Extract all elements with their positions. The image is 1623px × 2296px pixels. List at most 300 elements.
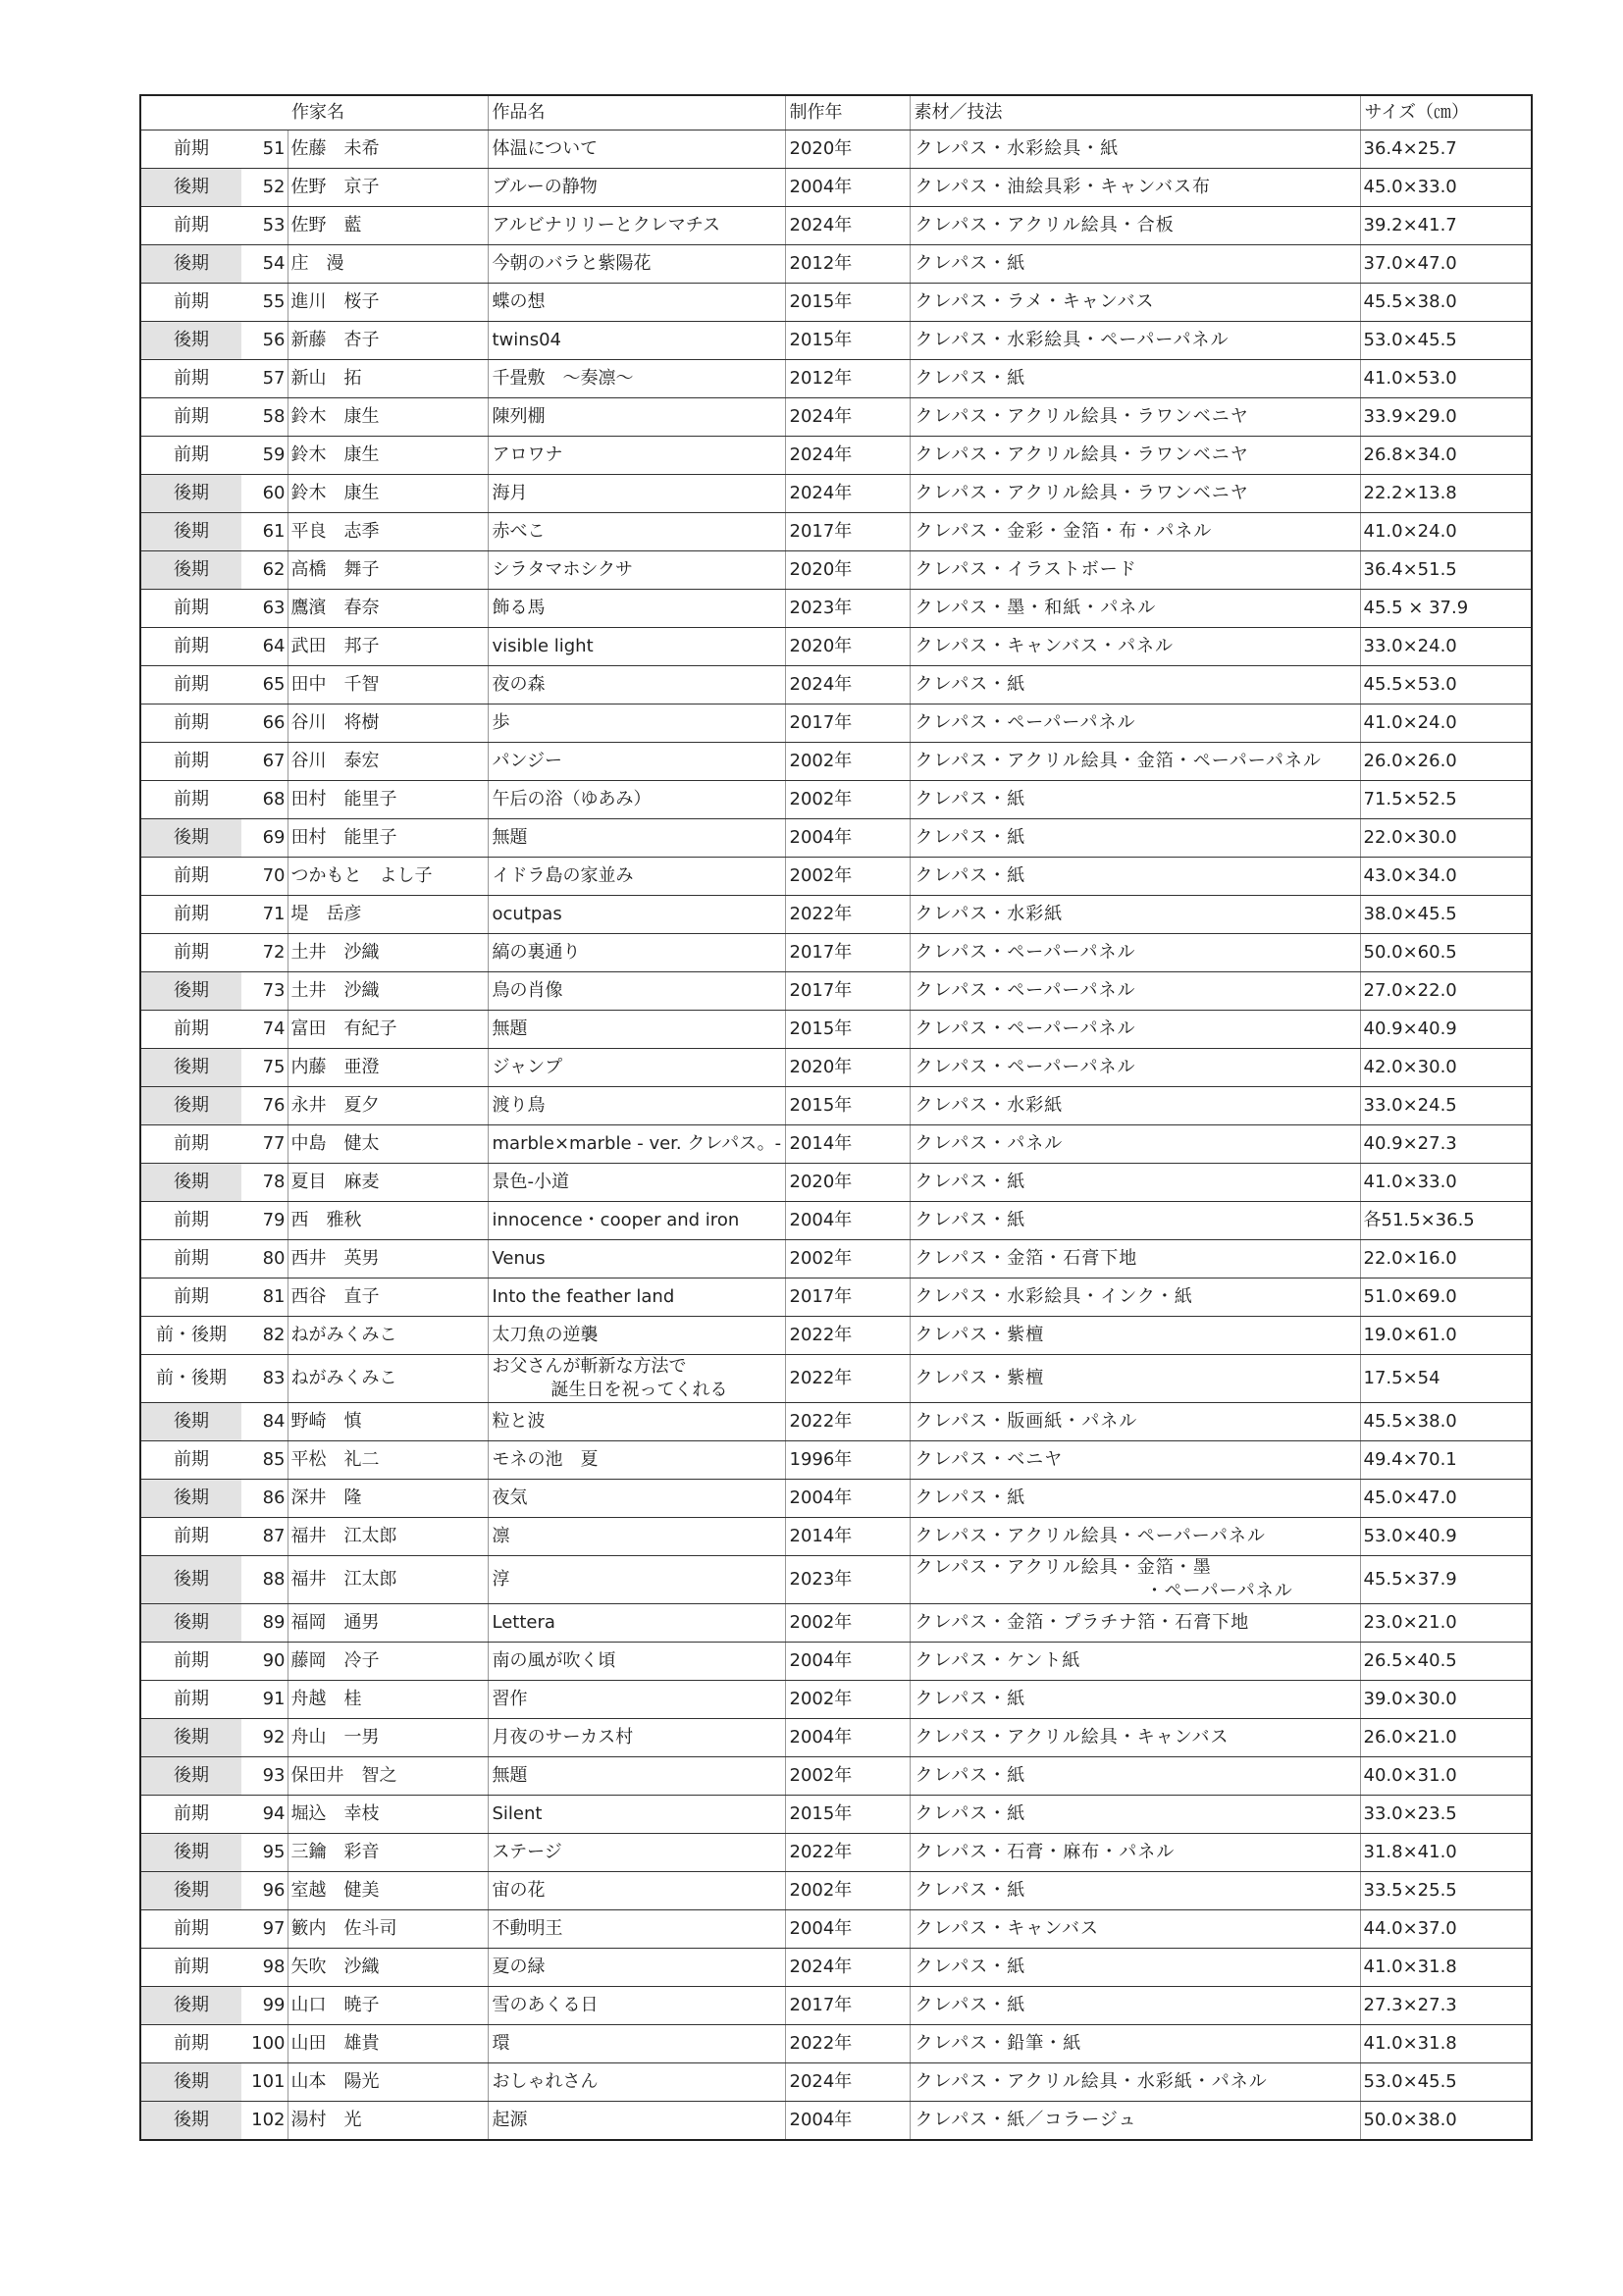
artist-cell: 中島 健太	[288, 1125, 488, 1164]
title-cell: アロワナ	[488, 437, 785, 475]
medium-cell: クレパス・鉛筆・紙	[910, 2025, 1360, 2063]
title-cell: 今朝のバラと紫陽花	[488, 245, 785, 284]
title-cell: パンジー	[488, 743, 785, 781]
period-cell: 前期	[140, 628, 241, 666]
number-cell: 86	[241, 1480, 288, 1518]
header-number	[241, 95, 288, 130]
header-artist: 作家名	[288, 95, 488, 130]
number-cell: 51	[241, 130, 288, 169]
number-cell: 97	[241, 1910, 288, 1949]
year-cell: 2004年	[785, 1643, 910, 1681]
number-cell: 70	[241, 858, 288, 896]
table-row	[140, 1317, 1532, 1355]
period-cell: 後期	[140, 1403, 241, 1441]
medium-cell: クレパス・紙	[910, 1164, 1360, 1202]
year-cell: 2002年	[785, 1872, 910, 1910]
period-cell: 前期	[140, 1796, 241, 1834]
period-cell: 後期	[140, 551, 241, 590]
period-cell: 後期	[140, 1556, 241, 1604]
number-cell: 83	[241, 1355, 288, 1403]
size-cell: 27.3×27.3	[1360, 1987, 1532, 2025]
table-row	[140, 1441, 1532, 1480]
year-cell: 2004年	[785, 2102, 910, 2141]
medium-cell: クレパス・紙	[910, 1796, 1360, 1834]
artist-cell: 新山 拓	[288, 360, 488, 398]
period-cell: 前期	[140, 1125, 241, 1164]
artist-cell: 内藤 亜澄	[288, 1049, 488, 1087]
title-cell: Silent	[488, 1796, 785, 1834]
medium-cell: クレパス・版画紙・パネル	[910, 1403, 1360, 1441]
year-cell: 2023年	[785, 590, 910, 628]
year-cell: 2024年	[785, 398, 910, 437]
size-cell: 45.5 × 37.9	[1360, 590, 1532, 628]
title-cell: ブルーの静物	[488, 169, 785, 207]
size-cell: 38.0×45.5	[1360, 896, 1532, 934]
title-cell: 蝶の想	[488, 284, 785, 322]
title-cell: ocutpas	[488, 896, 785, 934]
medium-cell: クレパス・金彩・金箔・布・パネル	[910, 513, 1360, 551]
number-cell: 91	[241, 1681, 288, 1719]
number-cell: 53	[241, 207, 288, 245]
number-cell: 80	[241, 1240, 288, 1278]
number-cell: 102	[241, 2102, 288, 2141]
size-cell: 45.5×37.9	[1360, 1556, 1532, 1604]
medium-cell: クレパス・紙	[910, 1757, 1360, 1796]
period-cell: 前期	[140, 858, 241, 896]
year-cell: 2024年	[785, 666, 910, 704]
number-cell: 93	[241, 1757, 288, 1796]
year-cell: 2017年	[785, 934, 910, 972]
artist-cell: 西谷 直子	[288, 1278, 488, 1317]
medium-cell: クレパス・金箔・プラチナ箔・石膏下地	[910, 1604, 1360, 1643]
year-cell: 2024年	[785, 1949, 910, 1987]
table-row	[140, 551, 1532, 590]
period-cell: 前期	[140, 360, 241, 398]
table-row	[140, 1518, 1532, 1556]
size-cell: 53.0×45.5	[1360, 2063, 1532, 2102]
artist-cell: 矢吹 沙織	[288, 1949, 488, 1987]
table-row	[140, 2102, 1532, 2141]
artist-cell: 鈴木 康生	[288, 437, 488, 475]
year-cell: 2002年	[785, 743, 910, 781]
medium-cell: クレパス・紫檀	[910, 1317, 1360, 1355]
period-cell: 前・後期	[140, 1355, 241, 1403]
medium-cell: クレパス・紙	[910, 1202, 1360, 1240]
period-cell: 後期	[140, 2063, 241, 2102]
size-cell: 36.4×51.5	[1360, 551, 1532, 590]
table-row	[140, 628, 1532, 666]
title-cell: 景色-小道	[488, 1164, 785, 1202]
number-cell: 75	[241, 1049, 288, 1087]
artwork-list-table	[139, 94, 1533, 2141]
title-cell: 渡り鳥	[488, 1087, 785, 1125]
year-cell: 2004年	[785, 1719, 910, 1757]
table-row	[140, 1164, 1532, 1202]
title-line-2: 誕生日を祝ってくれる	[550, 1380, 728, 1400]
number-cell: 59	[241, 437, 288, 475]
table-row	[140, 1872, 1532, 1910]
artist-cell: 庄 漫	[288, 245, 488, 284]
table-row	[140, 2063, 1532, 2102]
year-cell: 2024年	[785, 207, 910, 245]
medium-cell: クレパス・水彩絵具・紙	[910, 130, 1360, 169]
period-cell: 前期	[140, 1278, 241, 1317]
medium-cell: クレパス・紙	[910, 1949, 1360, 1987]
number-cell: 68	[241, 781, 288, 819]
artist-cell: 保田井 智之	[288, 1757, 488, 1796]
number-cell: 55	[241, 284, 288, 322]
table-row	[140, 169, 1532, 207]
header-year: 制作年	[785, 95, 910, 130]
period-cell: 後期	[140, 1987, 241, 2025]
table-row	[140, 934, 1532, 972]
table-row	[140, 1125, 1532, 1164]
artist-cell: ねがみくみこ	[288, 1317, 488, 1355]
table-row	[140, 1049, 1532, 1087]
title-cell: marble×marble - ver. クレパス。-	[488, 1125, 785, 1164]
number-cell: 87	[241, 1518, 288, 1556]
title-cell: 千畳敷 〜奏凛〜	[488, 360, 785, 398]
year-cell: 2002年	[785, 1757, 910, 1796]
artist-cell: 鈴木 康生	[288, 398, 488, 437]
table-row	[140, 743, 1532, 781]
table-row	[140, 513, 1532, 551]
size-cell: 41.0×31.8	[1360, 2025, 1532, 2063]
year-cell: 2022年	[785, 2025, 910, 2063]
period-cell: 前期	[140, 1518, 241, 1556]
artist-cell: 土井 沙織	[288, 972, 488, 1011]
number-cell: 73	[241, 972, 288, 1011]
title-cell: ジャンプ	[488, 1049, 785, 1087]
period-cell: 前期	[140, 1681, 241, 1719]
size-cell: 26.5×40.5	[1360, 1643, 1532, 1681]
header-title: 作品名	[488, 95, 785, 130]
medium-cell: クレパス・アクリル絵具・ラワンベニヤ	[910, 437, 1360, 475]
year-cell: 2022年	[785, 1355, 910, 1403]
number-cell: 65	[241, 666, 288, 704]
number-cell: 54	[241, 245, 288, 284]
size-cell: 42.0×30.0	[1360, 1049, 1532, 1087]
size-cell: 44.0×37.0	[1360, 1910, 1532, 1949]
size-cell: 26.0×26.0	[1360, 743, 1532, 781]
artist-cell: 鈴木 康生	[288, 475, 488, 513]
size-cell: 36.4×25.7	[1360, 130, 1532, 169]
year-cell: 2017年	[785, 513, 910, 551]
number-cell: 92	[241, 1719, 288, 1757]
table-row	[140, 1987, 1532, 2025]
medium-cell: クレパス・ラメ・キャンバス	[910, 284, 1360, 322]
size-cell: 41.0×53.0	[1360, 360, 1532, 398]
number-cell: 96	[241, 1872, 288, 1910]
size-cell: 41.0×24.0	[1360, 513, 1532, 551]
medium-cell: クレパス・紙	[910, 781, 1360, 819]
period-cell: 後期	[140, 819, 241, 858]
year-cell: 2004年	[785, 819, 910, 858]
number-cell: 71	[241, 896, 288, 934]
title-cell: 飾る馬	[488, 590, 785, 628]
size-cell: 27.0×22.0	[1360, 972, 1532, 1011]
year-cell: 2004年	[785, 169, 910, 207]
year-cell: 2024年	[785, 437, 910, 475]
table-row	[140, 590, 1532, 628]
number-cell: 58	[241, 398, 288, 437]
size-cell: 41.0×33.0	[1360, 1164, 1532, 1202]
size-cell: 22.0×16.0	[1360, 1240, 1532, 1278]
size-cell: 17.5×54	[1360, 1355, 1532, 1403]
artist-cell: ねがみくみこ	[288, 1355, 488, 1403]
title-cell: Into the feather land	[488, 1278, 785, 1317]
medium-cell: クレパス・紙	[910, 819, 1360, 858]
year-cell: 2020年	[785, 1164, 910, 1202]
size-cell: 22.0×30.0	[1360, 819, 1532, 858]
medium-line-1: クレパス・アクリル絵具・金箔・墨	[915, 1557, 1212, 1578]
year-cell: 2004年	[785, 1910, 910, 1949]
title-cell: 淳	[488, 1556, 785, 1604]
period-cell: 後期	[140, 245, 241, 284]
medium-cell: クレパス・イラストボード	[910, 551, 1360, 590]
title-cell: 粒と波	[488, 1403, 785, 1441]
title-cell: モネの池 夏	[488, 1441, 785, 1480]
period-cell: 前・後期	[140, 1317, 241, 1355]
table-row	[140, 245, 1532, 284]
table-row	[140, 704, 1532, 743]
artist-cell: 堤 岳彦	[288, 896, 488, 934]
number-cell: 57	[241, 360, 288, 398]
number-cell: 85	[241, 1441, 288, 1480]
table-row	[140, 1949, 1532, 1987]
year-cell: 2017年	[785, 1278, 910, 1317]
number-cell: 52	[241, 169, 288, 207]
artist-cell: 山本 陽光	[288, 2063, 488, 2102]
medium-cell: クレパス・紙／コラージュ	[910, 2102, 1360, 2141]
table-row	[140, 1834, 1532, 1872]
artist-cell: 永井 夏夕	[288, 1087, 488, 1125]
number-cell: 79	[241, 1202, 288, 1240]
artist-cell: 高橋 舞子	[288, 551, 488, 590]
artist-cell: 佐藤 未希	[288, 130, 488, 169]
number-cell: 56	[241, 322, 288, 360]
number-cell: 101	[241, 2063, 288, 2102]
number-cell: 81	[241, 1278, 288, 1317]
year-cell: 2002年	[785, 1240, 910, 1278]
medium-cell: クレパス・ケント紙	[910, 1643, 1360, 1681]
year-cell: 2023年	[785, 1556, 910, 1604]
table-row	[140, 1796, 1532, 1834]
year-cell: 2004年	[785, 1480, 910, 1518]
title-cell: 宙の花	[488, 1872, 785, 1910]
artist-cell: 西井 英男	[288, 1240, 488, 1278]
period-cell: 前期	[140, 704, 241, 743]
size-cell: 39.2×41.7	[1360, 207, 1532, 245]
medium-cell: クレパス・ペーパーパネル	[910, 704, 1360, 743]
size-cell: 33.0×24.0	[1360, 628, 1532, 666]
size-cell: 19.0×61.0	[1360, 1317, 1532, 1355]
table-row	[140, 1757, 1532, 1796]
table-row	[140, 1403, 1532, 1441]
table-row	[140, 1011, 1532, 1049]
table-row	[140, 437, 1532, 475]
period-cell: 前期	[140, 590, 241, 628]
year-cell: 2012年	[785, 360, 910, 398]
title-cell: 夜気	[488, 1480, 785, 1518]
artist-cell: 新藤 杏子	[288, 322, 488, 360]
artist-cell: 武田 邦子	[288, 628, 488, 666]
period-cell: 前期	[140, 437, 241, 475]
number-cell: 72	[241, 934, 288, 972]
title-cell: 不動明王	[488, 1910, 785, 1949]
medium-cell: クレパス・アクリル絵具・ペーパーパネル	[910, 1518, 1360, 1556]
table-row	[140, 781, 1532, 819]
period-cell: 前期	[140, 934, 241, 972]
number-cell: 95	[241, 1834, 288, 1872]
period-cell: 後期	[140, 1604, 241, 1643]
title-cell: 環	[488, 2025, 785, 2063]
year-cell: 1996年	[785, 1441, 910, 1480]
size-cell: 50.0×60.5	[1360, 934, 1532, 972]
year-cell: 2020年	[785, 628, 910, 666]
medium-cell: クレパス・アクリル絵具・水彩紙・パネル	[910, 2063, 1360, 2102]
number-cell: 69	[241, 819, 288, 858]
artist-cell: 平良 志季	[288, 513, 488, 551]
medium-cell: クレパス・パネル	[910, 1125, 1360, 1164]
artist-cell: 西 雅秋	[288, 1202, 488, 1240]
period-cell: 前期	[140, 1240, 241, 1278]
year-cell: 2002年	[785, 1681, 910, 1719]
period-cell: 後期	[140, 972, 241, 1011]
period-cell: 前期	[140, 284, 241, 322]
year-cell: 2024年	[785, 2063, 910, 2102]
table-row	[140, 284, 1532, 322]
size-cell: 22.2×13.8	[1360, 475, 1532, 513]
title-cell: 月夜のサーカス村	[488, 1719, 785, 1757]
size-cell: 50.0×38.0	[1360, 2102, 1532, 2141]
artist-cell: 野崎 慎	[288, 1403, 488, 1441]
period-cell: 後期	[140, 1719, 241, 1757]
title-cell: アルビナリリーとクレマチス	[488, 207, 785, 245]
medium-cell: クレパス・キャンバス	[910, 1910, 1360, 1949]
table-row	[140, 896, 1532, 934]
number-cell: 78	[241, 1164, 288, 1202]
title-cell: 凛	[488, 1518, 785, 1556]
size-cell: 33.5×25.5	[1360, 1872, 1532, 1910]
table-row	[140, 1719, 1532, 1757]
artist-cell: 舟越 桂	[288, 1681, 488, 1719]
number-cell: 60	[241, 475, 288, 513]
title-cell: innocence・cooper and iron	[488, 1202, 785, 1240]
title-cell: 南の風が吹く頃	[488, 1643, 785, 1681]
table-row	[140, 130, 1532, 169]
table-row	[140, 858, 1532, 896]
artist-cell: 深井 隆	[288, 1480, 488, 1518]
size-cell: 33.0×24.5	[1360, 1087, 1532, 1125]
artist-cell: 谷川 将樹	[288, 704, 488, 743]
artist-cell: 堀込 幸枝	[288, 1796, 488, 1834]
title-cell: 体温について	[488, 130, 785, 169]
number-cell: 88	[241, 1556, 288, 1604]
title-cell: 雪のあくる日	[488, 1987, 785, 2025]
year-cell: 2002年	[785, 858, 910, 896]
period-cell: 前期	[140, 2025, 241, 2063]
title-cell: 無題	[488, 819, 785, 858]
medium-cell: クレパス・金箔・石膏下地	[910, 1240, 1360, 1278]
medium-cell: クレパス・紙	[910, 360, 1360, 398]
year-cell: 2014年	[785, 1518, 910, 1556]
year-cell: 2015年	[785, 322, 910, 360]
size-cell: 49.4×70.1	[1360, 1441, 1532, 1480]
medium-cell: クレパス・キャンバス・パネル	[910, 628, 1360, 666]
medium-cell: クレパス・ペーパーパネル	[910, 972, 1360, 1011]
number-cell: 66	[241, 704, 288, 743]
period-cell: 前期	[140, 781, 241, 819]
artist-cell: 舟山 一男	[288, 1719, 488, 1757]
medium-cell	[910, 1556, 1360, 1604]
medium-cell: クレパス・紙	[910, 666, 1360, 704]
artist-cell: 平松 礼二	[288, 1441, 488, 1480]
title-cell: 無題	[488, 1011, 785, 1049]
medium-cell: クレパス・水彩紙	[910, 896, 1360, 934]
table-row	[140, 322, 1532, 360]
medium-line-2: ・ペーパーパネル	[1145, 1581, 1293, 1601]
artist-cell: 三鑰 彩音	[288, 1834, 488, 1872]
table-row	[140, 819, 1532, 858]
size-cell: 40.9×40.9	[1360, 1011, 1532, 1049]
table-row	[140, 1087, 1532, 1125]
year-cell: 2017年	[785, 1987, 910, 2025]
number-cell: 63	[241, 590, 288, 628]
year-cell: 2002年	[785, 781, 910, 819]
medium-cell: クレパス・紙	[910, 245, 1360, 284]
header-row	[140, 95, 1532, 130]
size-cell: 53.0×45.5	[1360, 322, 1532, 360]
title-cell: 太刀魚の逆襲	[488, 1317, 785, 1355]
period-cell: 後期	[140, 1757, 241, 1796]
header-size: サイズ（㎝）	[1360, 95, 1532, 130]
medium-cell: クレパス・紙	[910, 1480, 1360, 1518]
table-row	[140, 2025, 1532, 2063]
artist-cell: 福井 江太郎	[288, 1556, 488, 1604]
artist-cell: 進川 桜子	[288, 284, 488, 322]
medium-cell: クレパス・紙	[910, 1987, 1360, 2025]
year-cell: 2022年	[785, 1834, 910, 1872]
artist-cell: 田中 千智	[288, 666, 488, 704]
table-row	[140, 398, 1532, 437]
table-row	[140, 1202, 1532, 1240]
medium-cell: クレパス・紙	[910, 1872, 1360, 1910]
year-cell: 2020年	[785, 1049, 910, 1087]
title-cell: 赤べこ	[488, 513, 785, 551]
artist-cell: 佐野 藍	[288, 207, 488, 245]
size-cell: 33.9×29.0	[1360, 398, 1532, 437]
period-cell: 後期	[140, 1049, 241, 1087]
number-cell: 64	[241, 628, 288, 666]
title-cell: 起源	[488, 2102, 785, 2141]
year-cell: 2024年	[785, 475, 910, 513]
number-cell: 77	[241, 1125, 288, 1164]
period-cell: 前期	[140, 743, 241, 781]
title-cell	[488, 1355, 785, 1403]
artist-cell: 田村 能里子	[288, 781, 488, 819]
number-cell: 100	[241, 2025, 288, 2063]
artist-cell: 室越 健美	[288, 1872, 488, 1910]
period-cell: 前期	[140, 207, 241, 245]
period-cell: 前期	[140, 1202, 241, 1240]
year-cell: 2015年	[785, 1011, 910, 1049]
size-cell: 41.0×24.0	[1360, 704, 1532, 743]
title-cell: イドラ島の家並み	[488, 858, 785, 896]
number-cell: 67	[241, 743, 288, 781]
artist-cell: 藤岡 冷子	[288, 1643, 488, 1681]
table-row	[140, 1910, 1532, 1949]
